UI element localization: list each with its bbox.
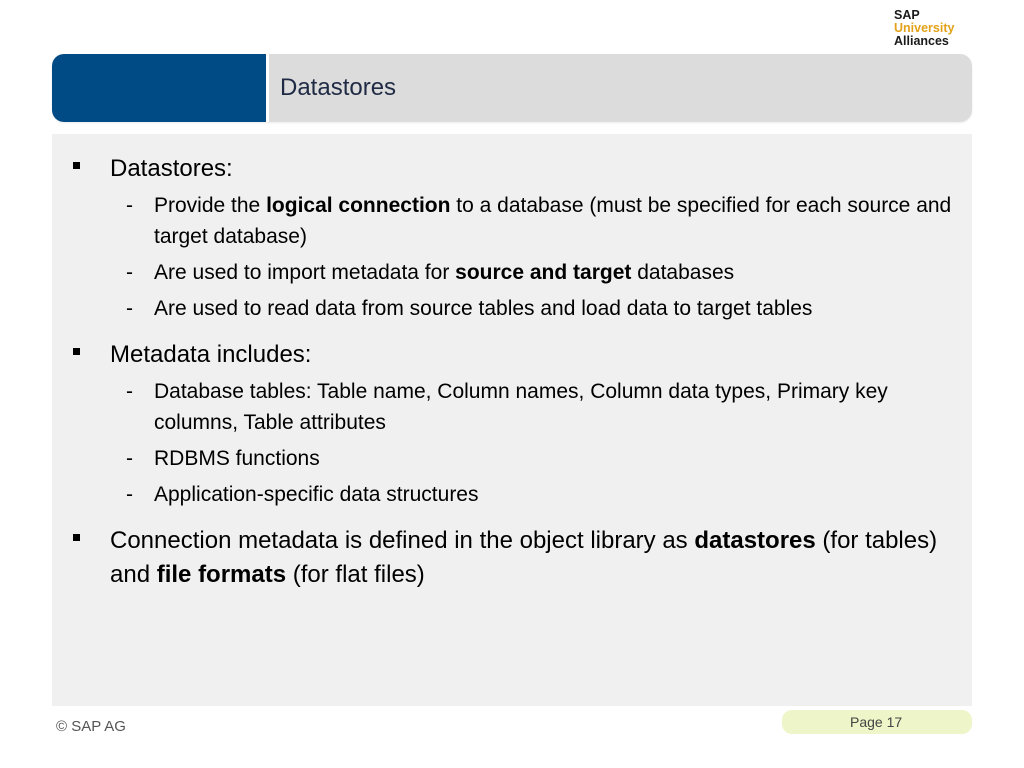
bullet-connection-metadata [52, 524, 972, 592]
bullet-text-bold-datastores: datastores [694, 527, 816, 554]
sub-item [110, 443, 952, 474]
dash-icon: - [126, 194, 133, 217]
sub-text-pre: Are used to read data from source tables and load data to target tables [154, 297, 813, 320]
sub-text-pre: Application-specific data structures [154, 483, 479, 506]
square-bullet-icon [73, 348, 80, 355]
slide-header [52, 54, 972, 122]
slide-title: Datastores [280, 74, 397, 101]
page-number: Page 17 [850, 714, 903, 730]
sub-item [110, 257, 952, 288]
sub-text-pre: Provide the [154, 194, 267, 217]
dash-icon: - [126, 261, 133, 284]
page-number-box [782, 710, 972, 734]
header-blue-block [52, 54, 266, 122]
logo-line-university: University [894, 21, 955, 35]
content-panel [52, 134, 972, 706]
sub-text-post: databases [631, 261, 735, 284]
dash-icon: - [126, 380, 133, 403]
sub-list [110, 190, 952, 324]
sub-item [110, 293, 952, 324]
logo-line-alliances: Alliances [894, 34, 949, 48]
sub-text-pre: Database tables: Table name, Column names, Column data types, Primary key columns, Table attributes [154, 380, 888, 434]
bullet-text-bold-file-formats: file formats [156, 561, 287, 588]
bullet-metadata [52, 338, 972, 510]
dash-icon: - [126, 297, 133, 320]
bullet-text: Datastores: [110, 155, 233, 182]
square-bullet-icon [73, 162, 80, 169]
sub-item [110, 376, 952, 438]
sub-item [110, 190, 952, 252]
sub-list [110, 376, 952, 510]
dash-icon: - [126, 483, 133, 506]
dash-icon: - [126, 447, 133, 470]
sub-text-post: to a database (must be specified for each source and target database) [154, 194, 952, 248]
sub-item [110, 479, 952, 510]
bullet-list [52, 152, 972, 606]
bullet-text-post: (for flat files) [286, 561, 425, 588]
sub-text-bold: source and target [455, 261, 632, 284]
sub-text-pre: RDBMS functions [154, 447, 320, 470]
bullet-text-pre: Connection metadata is defined in the object library as [110, 527, 695, 554]
header-title-bar [269, 54, 972, 122]
bullet-datastores [52, 152, 972, 324]
sap-university-alliances-logo [894, 9, 954, 48]
square-bullet-icon [73, 534, 80, 541]
copyright-text: © SAP AG [56, 718, 126, 735]
bullet-text: Metadata includes: [110, 341, 312, 368]
sub-text-bold: logical connection [266, 194, 451, 217]
sub-text-pre: Are used to import metadata for [154, 261, 456, 284]
bullet-text [110, 527, 937, 588]
logo-line-sap: SAP [894, 8, 920, 22]
bullet-text-mid: (for tables) and [110, 527, 938, 588]
